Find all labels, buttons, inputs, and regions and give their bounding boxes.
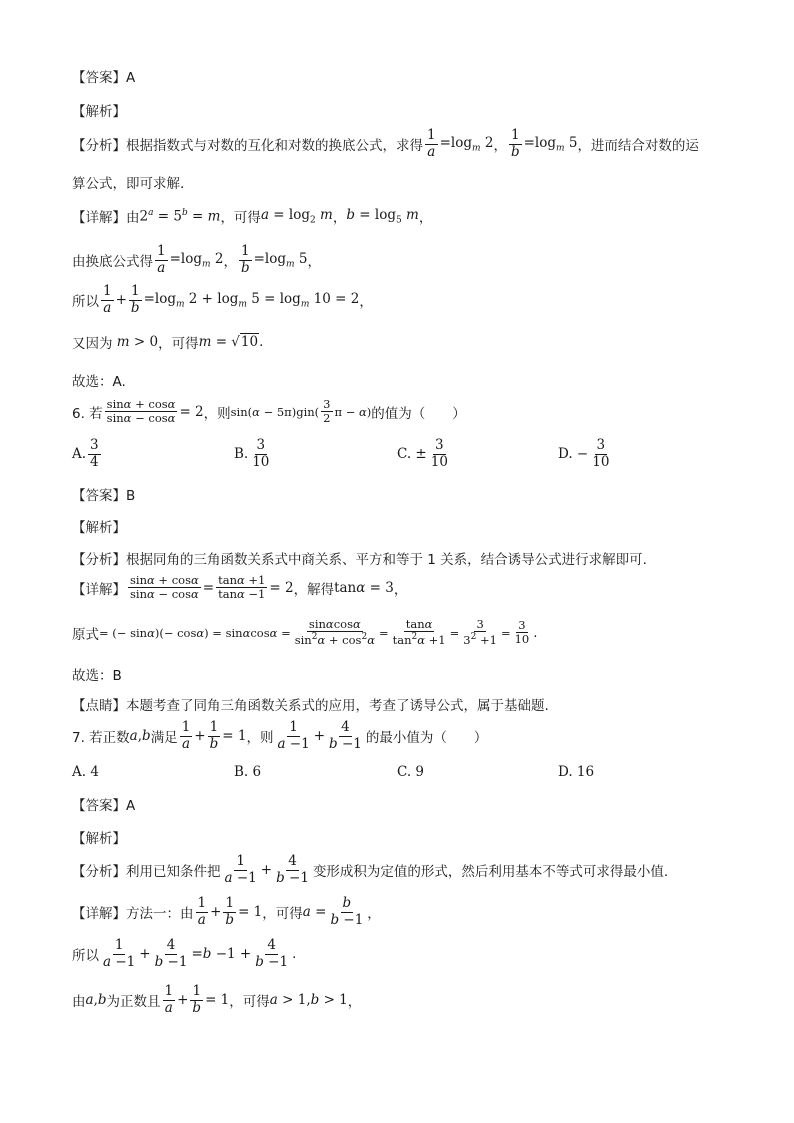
detail-text: ，可得 [229,994,270,1011]
option-c-7[interactable] [397,764,424,780]
answer-7 [72,794,135,814]
fraction: $\frac{1}{a}$ [103,283,112,316]
detail-5: 【详解】由 $2^a = 5^b = m$ ，可得 $a = \log_2 m$ ， $b = \log_5 m$ ， [72,206,433,226]
option-label: D. [558,446,573,463]
fraction: $\frac{1}{b}$ [225,895,235,928]
fraction: $\frac{1}{a}$ [427,127,436,160]
detail-text: ， [418,210,433,226]
detail-text: 【详解】由 [72,210,140,226]
question-7: 7. 若正数 a , b 满足 $\frac{1}{a}$ + $\frac{1}{b}$ = 1 ，则 $\frac{1}{a -1}$ + $\frac{4}{b -1}$ 的最小值为（ ） [72,719,488,752]
detail-text: ，解得 [293,581,335,598]
fraction: $\frac{\tan\alpha}{\tan^2\alpha +1}$ [392,617,446,648]
analysis-text: 算公式，即可求解. [72,176,185,192]
fraction: $\frac{4}{b -1}$ [255,937,289,970]
analysis-text: 【分析】根据同角的三角函数关系式中商关系、平方和等于 1 关系，结合诱导公式进行求解即可. [72,552,647,568]
option-b[interactable] [234,438,273,470]
question-text: 的最小值为（ ） [365,730,488,747]
detail-5-line4: 又因为 m > 0 ，可得 m = √10 . [72,334,264,352]
detail-text: ， [347,994,362,1011]
fraction: $\frac{1}{a}$ [157,243,166,276]
option-label: C. 9 [397,764,425,780]
fraction: $\frac{4}{b -1}$ [276,853,309,886]
option-d-7[interactable] [558,764,594,780]
option-label: C. [397,446,412,463]
analysis-heading-5 [72,100,126,120]
analysis-7: 【分析】利用已知条件把 $\frac{1}{a -1}$ + $\frac{4}{b -1}$ 变形成积为定值的形式，然后利用基本不等式可求得最小值. [72,853,669,886]
option-a-7[interactable] [72,764,99,780]
question-text: 7. 若正数 [72,730,130,747]
detail-7: 【详解】方法一：由 $\frac{1}{a}$ + $\frac{1}{b}$ = 1 ，可得 a = $\frac{b}{b -1}$ ， [72,895,381,928]
analysis-text: 【分析】利用已知条件把 [72,864,221,881]
choice-5 [72,370,126,390]
detail-text: 由换底公式得 [72,254,153,271]
choice-text: 故选：B [72,668,122,684]
answer-text: 【答案】A [72,70,136,86]
option-label: A. 4 [72,764,99,780]
option-label: A. [72,446,87,463]
analysis-text: 【分析】根据指数式与对数的互化和对数的换底公式，求得 [72,138,423,155]
fraction: $\frac{1}{b}$ [510,127,520,160]
analysis-heading-6 [72,516,126,536]
comment-text: 【点睛】本题考查了同角三角函数关系式的应用，考查了诱导公式，属于基础题. [72,698,549,714]
fraction: $\frac{1}{b}$ [240,243,250,276]
analysis-text-end: ，进而结合对数的运 [577,138,699,155]
option-c[interactable]: C. ± $\frac{3}{10}$ [397,437,448,470]
analysis-text: 变形成积为定值的形式，然后利用基本不等式可求得最小值. [312,864,669,881]
detail-text: . [292,946,297,963]
question-text: 的值为（ ） [371,405,466,422]
fraction: $\frac{1}{b}$ [130,283,140,316]
fraction: $\frac{1}{a -1}$ [224,853,257,886]
question-text: 满足 [150,730,178,747]
detail-text: 所以 [72,294,99,311]
detail-text: ， [307,254,321,271]
detail-7-line3: 由 a , b 为正数且 $\frac{1}{a}$ + $\frac{1}{b}$ = 1 ，可得 a > 1,b > 1 ， [72,983,362,1016]
detail-text: 【详解】 [72,581,126,598]
detail-text: 所以 [72,948,99,965]
fraction: $\frac{\sin\alpha\cos\alpha}{\sin^2\alpha + \cos^2\alpha}$ [294,617,375,648]
heading-text: 【解析】 [72,831,126,847]
option-a[interactable] [72,438,103,470]
answer-text: 【答案】B [72,488,136,504]
choice-6 [72,664,122,684]
question-6: 6. 若 $\frac{\sin\alpha + \cos\alpha}{\sin\alpha - \cos\alpha}$ = 2 ，则 sin(α − 5π)gin( $\frac{3}{2}$ π − α) 的值为（ ） [72,397,466,426]
fraction: $\frac{b}{b -1}$ [330,895,364,928]
fraction: $\frac{3}{2}$ [323,397,331,426]
detail-5-line3: 所以 $\frac{1}{a}$ + $\frac{1}{b}$ $=\log_m$ $2 + \log_m 5 = \log_m 10 = 2$ ， [72,283,373,316]
fraction: $\frac{4}{b -1}$ [154,937,188,970]
detail-7-line2: 所以 $\frac{1}{a -1}$ + $\frac{4}{b -1}$ =b −1 + $\frac{4}{b -1}$ . [72,937,297,970]
fraction: $\frac{3}{4}$ [90,437,99,470]
detail-text: 为正数且 [106,994,161,1011]
detail-text: ， [367,906,381,923]
heading-text: 【解析】 [72,104,126,120]
option-d[interactable]: D. − $\frac{3}{10}$ [558,437,610,470]
fraction: $\frac{3}{3^2 +1}$ [463,617,497,648]
detail-text: ，可得 [262,906,303,923]
fraction: $\frac{3}{10}$ [252,437,270,470]
fraction: $\frac{1}{a -1}$ [103,937,136,970]
question-text: ，则 [203,405,231,422]
option-b-7[interactable] [234,764,261,780]
detail-5-line2: 由换底公式得 $\frac{1}{a}$ $=\log_m$ 2 ， $\frac{1}{b}$ $=\log_m$ 5 ， [72,243,321,276]
detail-text: 由 [72,994,86,1011]
detail-6-line2: 原式 = (− sinα)(− cosα) = sinαcosα = $\frac{\sin\alpha\cos\alpha}{\sin^2\alpha + \cos^2\alpha}$ = $\frac{\tan\alpha}{\tan^2\alpha +1}$ = $\frac{3}{3^2 +1}$ = $\frac{3}{10}$ . [72,617,538,648]
detail-text: ，可得 [158,336,199,352]
answer-6 [72,484,135,504]
answer-5 [72,66,135,86]
answer-text: 【答案】A [72,798,136,814]
option-label: B. [234,446,249,463]
detail-text: 又因为 [72,336,113,352]
fraction: $\frac{1}{b}$ [209,719,219,752]
detail-text: 原式 [72,626,99,643]
fraction: $\frac{1}{b}$ [192,983,202,1016]
fraction: $\frac{4}{b -1}$ [329,719,362,752]
option-label: B. 6 [234,764,262,780]
question-text: ，则 [246,730,274,747]
fraction: $\frac{\sin\alpha + \cos\alpha}{\sin\alpha - \cos\alpha}$ [106,397,176,426]
fraction: $\frac{1}{a -1}$ [277,719,310,752]
analysis-5: 【分析】根据指数式与对数的互化和对数的换底公式，求得 $\frac{1}{a}$ $=\log_m$ 2 ， $\frac{1}{b}$ $=\log_m$ 5 ，进而结合对数的运 [72,127,699,160]
fraction: $\frac{3}{10}$ [592,437,610,470]
fraction: $\frac{1}{a}$ [164,983,174,1016]
fraction: $\frac{1}{a}$ [197,895,207,928]
fraction: $\frac{1}{a}$ [181,719,191,752]
fraction: $\frac{3}{10}$ [430,437,448,470]
detail-6: 【详解】 $\frac{\sin\alpha + \cos\alpha}{\sin\alpha - \cos\alpha}$ = $\frac{\tan\alpha +1}{\tan\alpha -1}$ = 2 ，解得 tanα = 3 ， [72,573,408,602]
fraction: $\frac{3}{10}$ [514,617,530,647]
analysis-6 [72,548,647,568]
detail-text: ， [223,254,237,271]
choice-text: 故选：A. [72,374,126,390]
detail-text: . [533,624,538,641]
question-text: 6. 若 [72,405,103,422]
detail-text: ，可得 [220,210,261,226]
fraction: $\frac{\tan\alpha +1}{\tan\alpha -1}$ [218,573,266,602]
detail-text: 【详解】方法一：由 [72,906,194,923]
heading-text: 【解析】 [72,520,126,536]
detail-text: . [259,334,264,350]
detail-text: ， [332,210,347,226]
analysis-5-cont [72,172,184,192]
analysis-heading-7 [72,827,126,847]
comment-6 [72,694,549,714]
option-label: D. 16 [558,764,595,780]
fraction: $\frac{\sin\alpha + \cos\alpha}{\sin\alpha - \cos\alpha}$ [130,573,199,602]
